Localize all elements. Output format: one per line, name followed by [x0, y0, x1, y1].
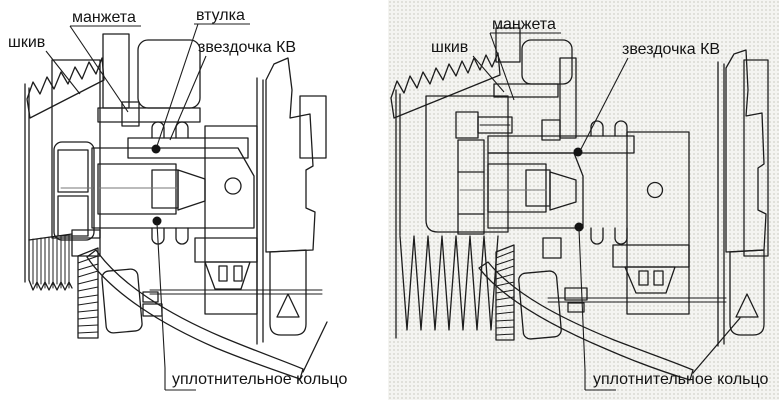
label-seal-ring: уплотнительное кольцо — [172, 371, 348, 388]
label-pulley: шкив — [431, 39, 469, 56]
label-bushing: втулка — [196, 7, 245, 24]
label-cuff: манжета — [72, 9, 136, 26]
sprocket-body — [205, 126, 257, 314]
label-sprocket: звездочка КВ — [198, 39, 297, 56]
left-drawing — [25, 34, 327, 379]
front-cover — [726, 50, 766, 252]
sprocket-body — [627, 132, 689, 314]
right-diagram — [388, 0, 779, 400]
pulley-rib-section — [27, 58, 104, 118]
label-seal-ring: уплотнительное кольцо — [593, 371, 769, 388]
seal-housing — [103, 34, 129, 108]
cuff-seal — [542, 120, 560, 140]
front-cover — [266, 58, 315, 252]
label-pulley: шкив — [8, 34, 46, 51]
label-sprocket: звездочка КВ — [622, 41, 721, 58]
cover-boss — [522, 40, 572, 84]
sprocket-hole — [648, 183, 663, 198]
oil-seal-band — [479, 262, 693, 380]
cover-boss — [138, 40, 200, 108]
right-drawing — [391, 28, 768, 380]
seal-housing — [560, 58, 576, 138]
pulley-web — [52, 60, 100, 238]
callout-dot-bushing — [152, 145, 161, 154]
pulley-rib-section — [391, 53, 500, 118]
sprocket-hole — [225, 178, 241, 194]
label-cuff: манжета — [492, 16, 556, 33]
